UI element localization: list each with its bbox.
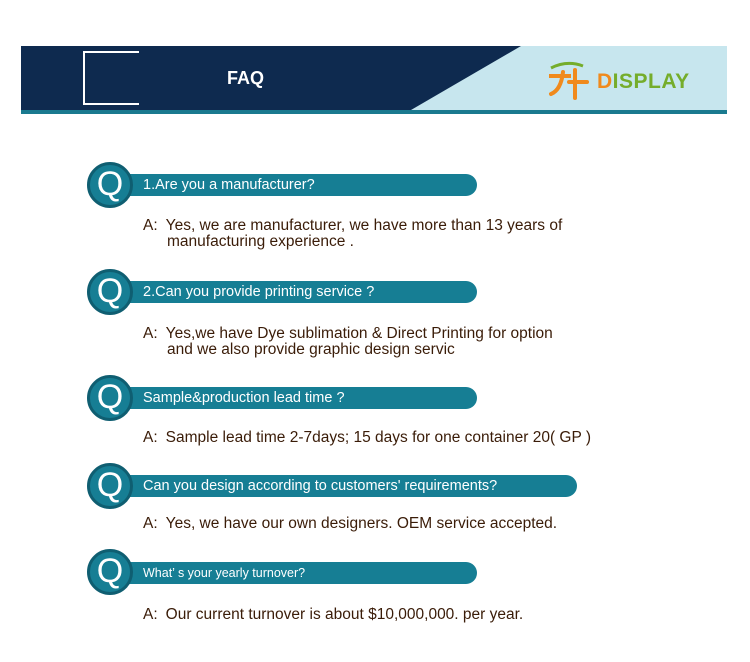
- answer-text: [143, 430, 591, 446]
- page-title: FAQ: [227, 68, 265, 88]
- answer-text: [143, 516, 557, 532]
- logo-text: [597, 70, 690, 94]
- question-bar: [105, 562, 477, 584]
- q-icon: Q: [87, 269, 133, 315]
- banner-underline: [21, 110, 727, 114]
- question-bar: [105, 174, 477, 196]
- question-bar: [105, 387, 477, 409]
- answer-text: [143, 326, 553, 358]
- question-text: What’ s your yearly turnover?: [143, 566, 306, 580]
- answer-prefix: A:: [143, 217, 158, 234]
- bracket-decoration: [83, 51, 139, 105]
- q-icon: Q: [87, 162, 133, 208]
- answer-text: [143, 218, 562, 250]
- question-text: 2.Can you provide printing service ?: [143, 284, 375, 300]
- question-text: 1.Are you a manufacturer?: [143, 177, 315, 193]
- answer-prefix: A:: [143, 515, 158, 532]
- jh-logo-icon: [547, 58, 595, 100]
- question-text: Sample&production lead time ?: [143, 390, 345, 406]
- answer-line-1: Our current turnover is about $10,000,000. per year.: [165, 606, 524, 623]
- answer-line-1: Yes,we have Dye sublimation & Direct Printing for option: [165, 325, 553, 342]
- q-icon: Q: [87, 375, 133, 421]
- answer-text: [143, 607, 523, 623]
- answer-line-1: Yes, we have our own designers. OEM service accepted.: [165, 515, 558, 532]
- answer-line-2: and we also provide graphic design servic: [167, 341, 455, 358]
- answer-prefix: A:: [143, 606, 158, 623]
- answer-prefix: A:: [143, 429, 158, 446]
- answer-line-2: manufacturing experience .: [167, 233, 354, 250]
- question-bar: [105, 475, 577, 497]
- question-text: Can you design according to customers' requirements?: [143, 478, 498, 494]
- display-logo: [547, 58, 697, 100]
- question-bar: [105, 281, 477, 303]
- answer-line-1: Yes, we are manufacturer, we have more than 13 years of: [165, 217, 563, 234]
- logo-letter-d: D: [597, 70, 613, 93]
- answer-prefix: A:: [143, 325, 158, 342]
- q-icon: Q: [87, 549, 133, 595]
- answer-line-1: Sample lead time 2-7days; 15 days for one container 20( GP ): [165, 429, 591, 446]
- q-icon: Q: [87, 463, 133, 509]
- logo-letters-rest: ISPLAY: [612, 70, 690, 93]
